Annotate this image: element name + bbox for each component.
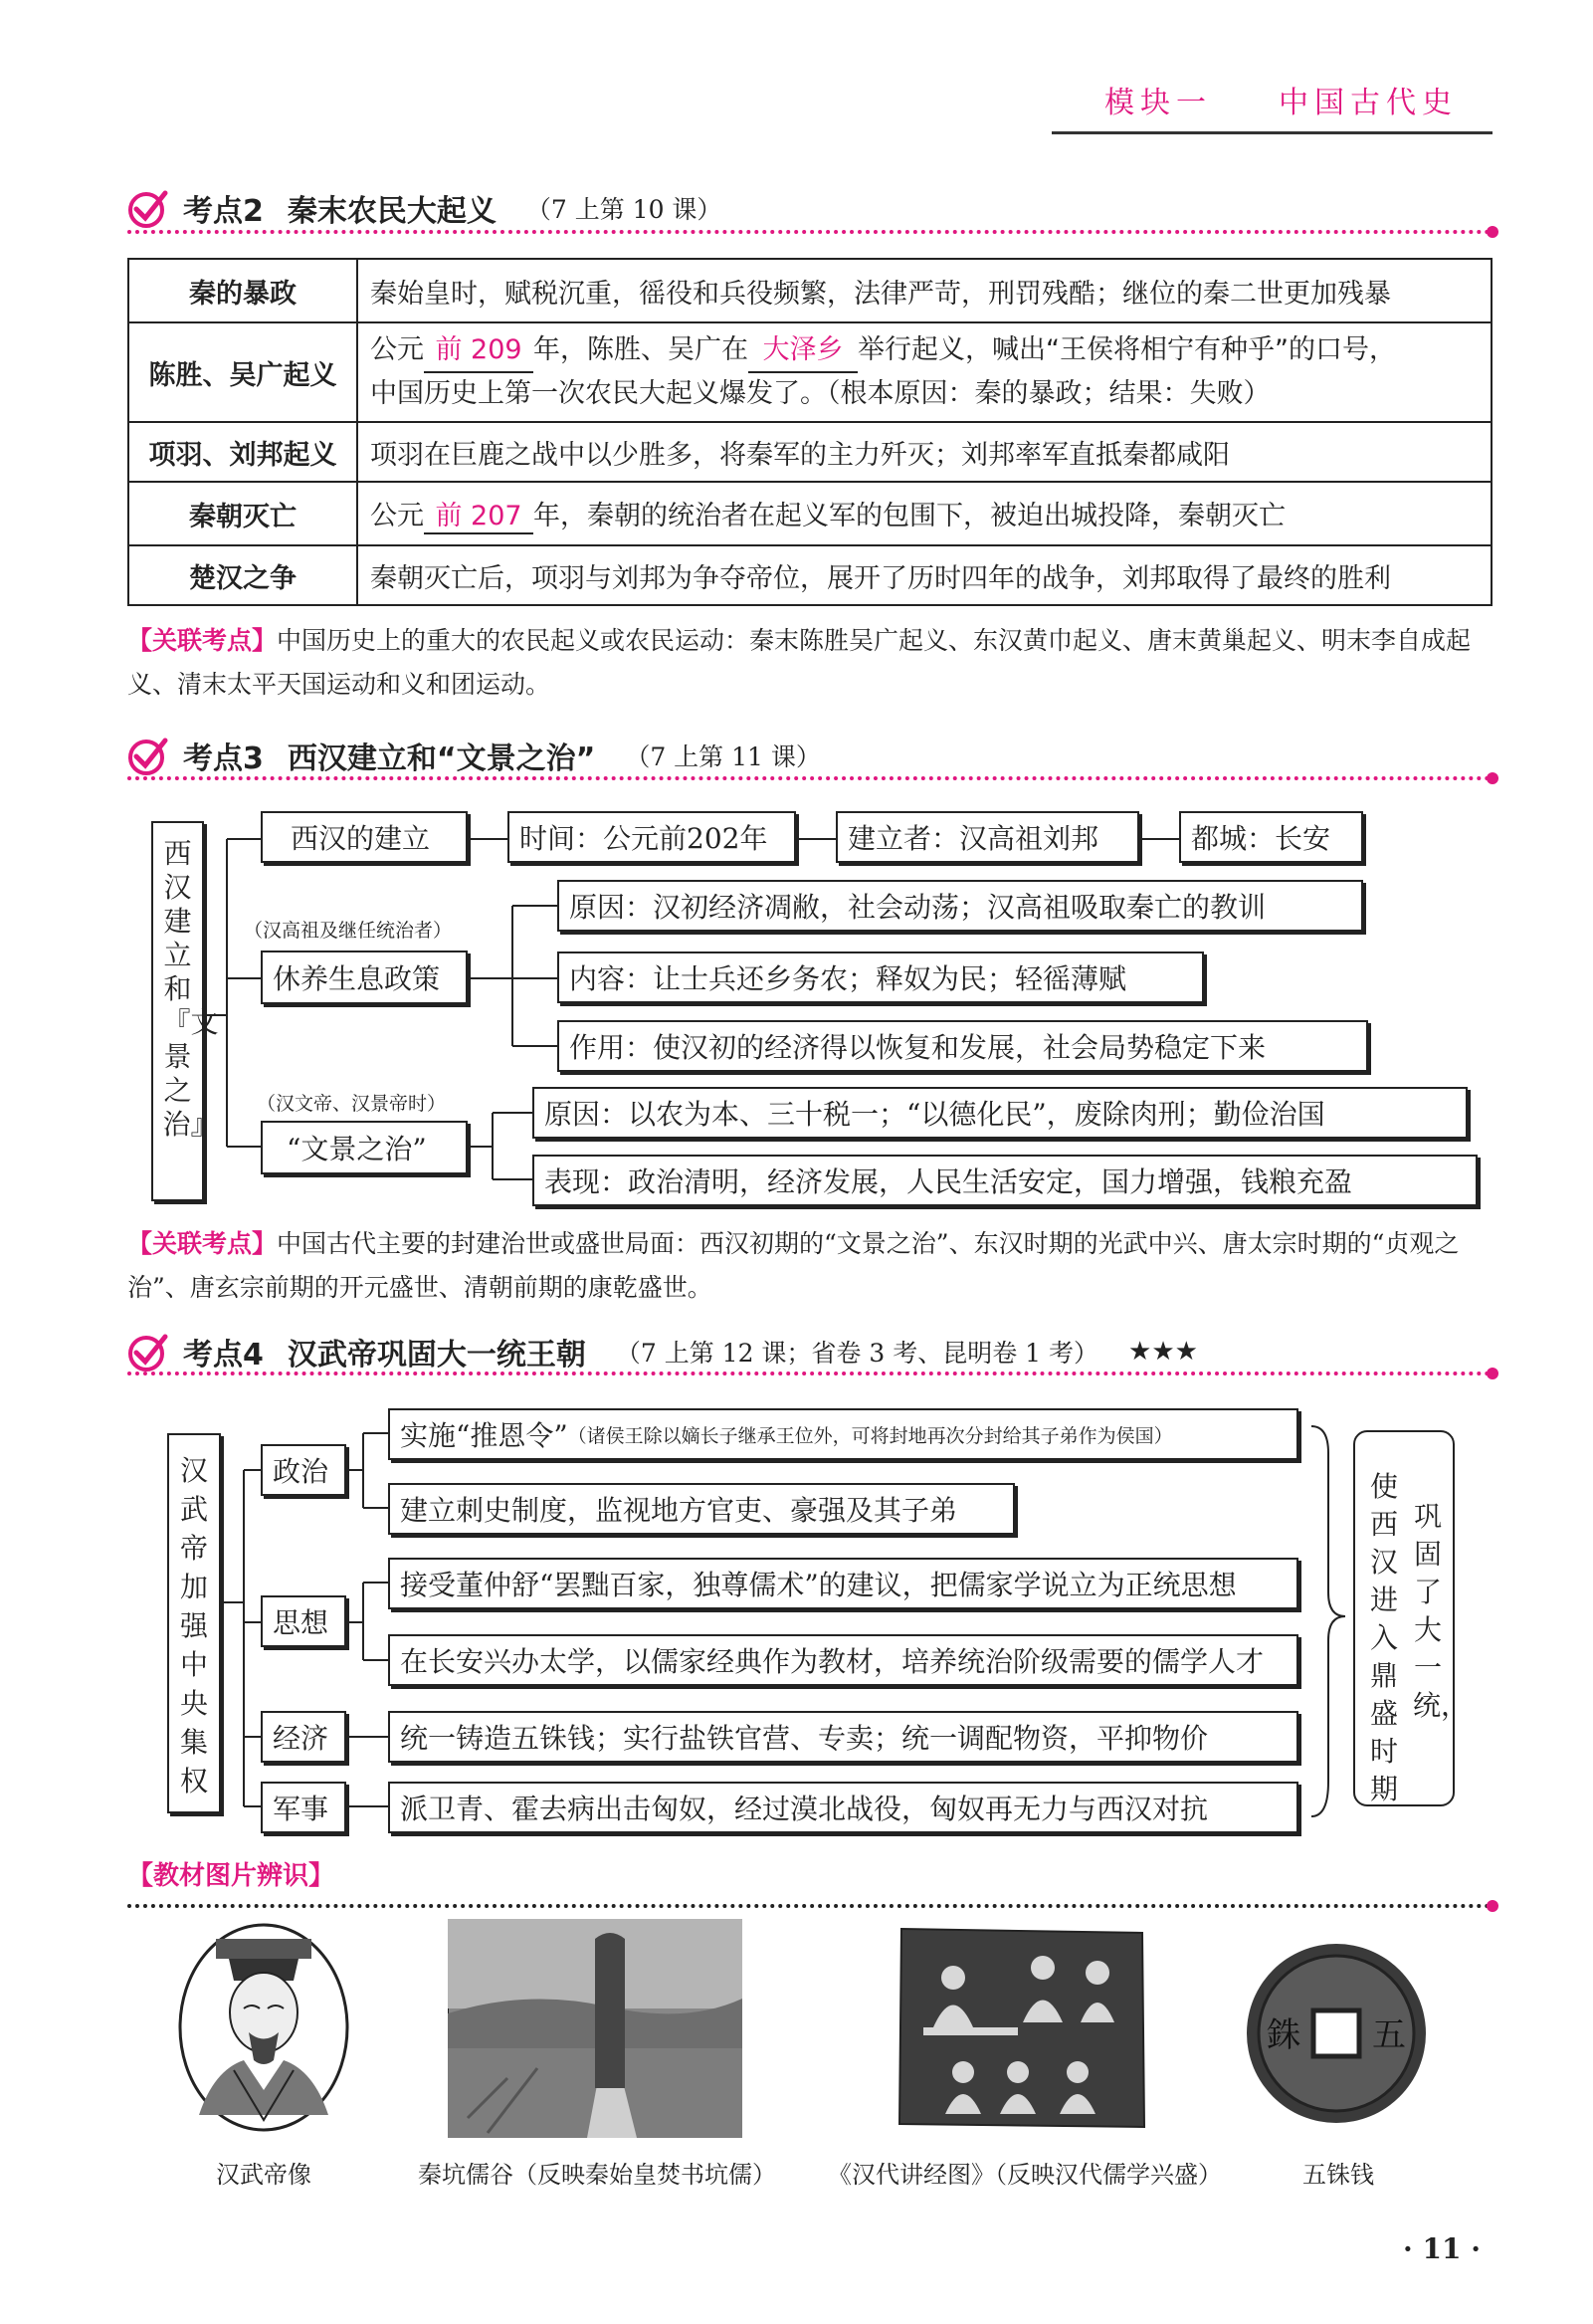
section-4-title: 汉武帝巩固大一统王朝 — [287, 1338, 586, 1373]
row-heading: 秦的暴政 — [128, 259, 357, 322]
node-policy-content: 内容：让士兵还乡务农；释奴为民；轻徭薄赋 — [557, 951, 1204, 1003]
tuien-label: 实施“推恩令” — [400, 1419, 568, 1452]
related-tag: 【关联考点】 — [127, 626, 278, 655]
node-wenjing-rule: “文景之治” — [261, 1121, 468, 1174]
confucian-pit-valley-photo — [448, 1919, 742, 2138]
node-tuien-decree — [388, 1408, 1298, 1460]
subject-label: 中国古代史 — [1279, 86, 1458, 120]
difficulty-stars: ★★★ — [1128, 1337, 1198, 1367]
emperor-wu-portrait — [174, 1921, 353, 2135]
node-capital: 都城：长安 — [1179, 811, 1363, 863]
node-policy-reason: 原因：汉初经济凋敝，社会动荡；汉高祖吸取秦亡的教训 — [557, 880, 1363, 932]
node-founder: 建立者：汉高祖刘邦 — [836, 811, 1139, 863]
section-3-number: 考点3 — [183, 741, 264, 776]
row-heading: 楚汉之争 — [128, 545, 357, 605]
node-confucianism: 接受董仲舒“罢黜百家，独尊儒术”的建议，把儒家学说立为正统思想 — [388, 1558, 1298, 1609]
related-tag: 【关联考点】 — [127, 1229, 278, 1258]
row-heading: 陈胜、吴广起义 — [128, 322, 357, 422]
section-4-number: 考点4 — [183, 1338, 264, 1373]
diagram-3-root-label: 西汉建立和『文景之治』 — [162, 837, 219, 1141]
node-xiongnu-campaign: 派卫青、霍去病出击匈奴，经过漠北战役，匈奴再无力与西汉对抗 — [388, 1782, 1298, 1833]
text-part: 年，陈胜、吴广在 — [533, 334, 748, 365]
node-politics: 政治 — [261, 1444, 346, 1496]
diagram-4-root-label: 汉武帝加强中央集权 — [179, 1454, 208, 1797]
node-wuzhu-coins: 统一铸造五铢钱；实行盐铁官营、专卖；统一调配物资，平抑物价 — [388, 1711, 1298, 1763]
node-western-han-founding: 西汉的建立 — [261, 811, 468, 863]
node-imperial-academy: 在长安兴办太学，以儒家经典作为教材，培养统治阶级需要的儒学人才 — [388, 1634, 1298, 1686]
picture-divider — [127, 1904, 1491, 1908]
wuzhu-coin-image — [1242, 1939, 1431, 2128]
section-3-source: （7 上第 11 课） — [625, 742, 821, 771]
node-wenjing-reason: 原因：以农为本、三十税一；“以德化民”，废除肉刑；勤俭治国 — [532, 1087, 1468, 1139]
diagram-4-result — [1353, 1430, 1470, 1806]
coin-glyph-right: 五 — [1372, 2015, 1406, 2055]
note-wen-jing: （汉文帝、汉景帝时） — [257, 1093, 447, 1115]
row-content: 项羽在巨鹿之战中以少胜多，将秦军的主力歼灭；刘邦率军直抵秦都咸阳 — [357, 422, 1492, 482]
node-thought: 思想 — [261, 1595, 346, 1647]
answer-blank: 前 207 — [424, 494, 533, 534]
node-inspector-system: 建立刺史制度，监视地方官吏、豪强及其子弟 — [388, 1483, 1015, 1535]
caption-han-lecture: 《汉代讲经图》（反映汉代儒学兴盛） — [828, 2161, 1222, 2189]
node-policy-effect: 作用：使汉初的经济得以恢复和发展，社会局势稳定下来 — [557, 1020, 1368, 1072]
section-2-number: 考点2 — [183, 194, 264, 229]
note-han-gaozu: （汉高祖及继任统治者） — [244, 920, 453, 942]
related-text: 中国古代主要的封建治世或盛世局面：西汉初期的“文景之治”、东汉时期的光武中兴、唐太宗时期的“贞观之治”、唐玄宗前期的开元盛世、清朝前期的康乾盛世。 — [127, 1229, 1460, 1302]
text-part: 公元 — [370, 500, 424, 531]
section-3-title: 西汉建立和“文景之治” — [287, 741, 596, 776]
node-economy: 经济 — [261, 1711, 346, 1763]
node-time: 时间：公元前202年 — [507, 811, 796, 863]
related-text: 中国历史上的重大的农民起义或农民运动：秦末陈胜吴广起义、东汉黄巾起义、唐末黄巢起义、明末李自成起义、清末太平天国运动和义和团运动。 — [127, 626, 1472, 699]
section-4-source: （7 上第 12 课；省卷 3 考、昆明卷 1 考） — [615, 1339, 1099, 1368]
result-line-2: 巩固了大一统， — [1413, 1500, 1470, 1722]
han-lecture-rubbing — [894, 1923, 1150, 2134]
caption-emperor-wu: 汉武帝像 — [216, 2161, 311, 2189]
node-recuperation-policy: 休养生息政策 — [261, 951, 468, 1004]
text-part: 举行起义，喊出“王侯将相宁有种乎”的口号， — [858, 334, 1396, 365]
row-content: 秦朝灭亡后，项羽与刘邦为争夺帝位，展开了历时四年的战争，刘邦取得了最终的胜利 — [357, 545, 1492, 605]
node-military: 军事 — [261, 1782, 346, 1833]
coin-glyph-left: 銖 — [1267, 2015, 1300, 2055]
row-content: 秦始皇时，赋税沉重，徭役和兵役频繁，法律严苛，刑罚残酷；继位的秦二世更加残暴 — [357, 259, 1492, 322]
text-part: 年，秦朝的统治者在起义军的包围下，被迫出城投降，秦朝灭亡 — [533, 500, 1286, 531]
section-2-source: （7 上第 10 课） — [525, 195, 722, 224]
row-heading: 秦朝灭亡 — [128, 482, 357, 545]
text-part: 中国历史上第一次农民大起义爆发了。（根本原因：秦的暴政；结果：失败） — [370, 378, 1271, 409]
page-number: · 11 · — [1403, 2232, 1481, 2265]
answer-blank: 大泽乡 — [748, 329, 858, 373]
result-line-1: 使西汉进入鼎盛时期 — [1369, 1470, 1398, 1805]
node-wenjing-manifestation: 表现：政治清明，经济发展，人民生活安定，国力增强，钱粮充盈 — [532, 1155, 1478, 1206]
tuien-note: （诸侯王除以嫡长子继承王位外，可将封地再次分封给其子弟作为侯国） — [567, 1424, 1173, 1447]
section-2-title: 秦末农民大起义 — [287, 194, 497, 229]
row-heading: 项羽、刘邦起义 — [128, 422, 357, 482]
module-label: 模块一 — [1104, 86, 1212, 120]
text-part: 公元 — [370, 334, 424, 365]
caption-confucian-pit: 秦坑儒谷（反映秦始皇焚书坑儒） — [418, 2161, 776, 2189]
diagram-4-root — [167, 1433, 221, 1813]
caption-wuzhu-coin: 五铢钱 — [1302, 2161, 1374, 2189]
answer-blank: 前 209 — [424, 329, 533, 373]
picture-section-tag: 【教材图片辨识】 — [127, 1861, 335, 1891]
